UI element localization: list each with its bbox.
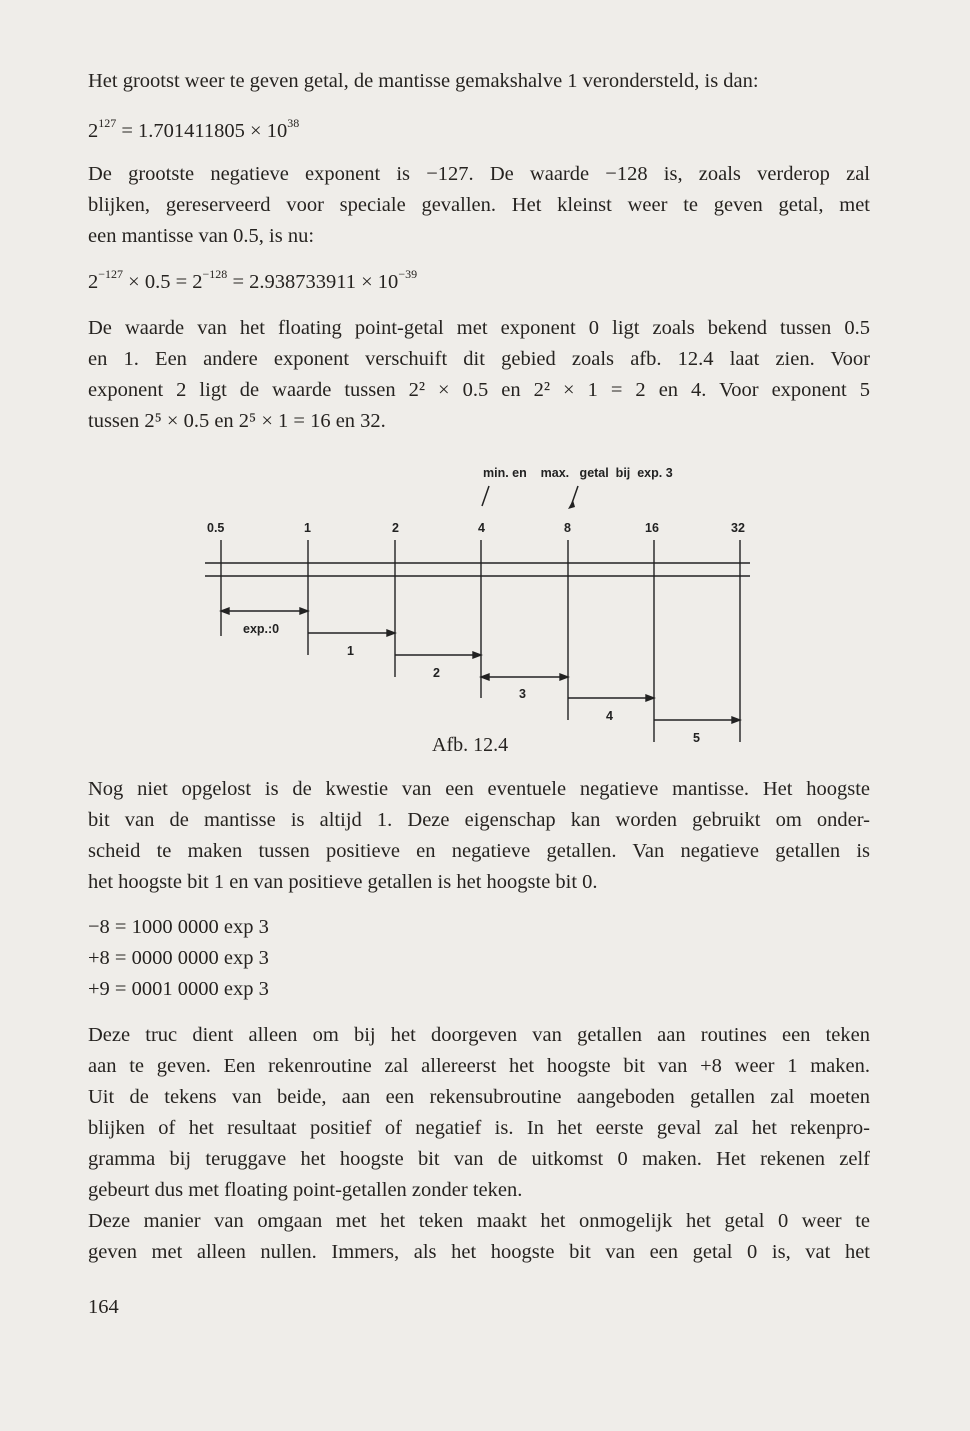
- text-line: en 1. Een andere exponent verschuift dit gebied zoals afb. 12.4 laat zien. Voor: [88, 348, 870, 370]
- pointer-arrow-icon: [568, 500, 575, 509]
- text-line: Uit de tekens van beide, aan een rekensubroutine aangeboden getallen zal moeten: [88, 1086, 870, 1108]
- tick-label: 0.5: [207, 521, 225, 535]
- text-line: het hoogste bit 1 en van positieve getallen is het hoogste bit 0.: [88, 871, 598, 893]
- tick-label: 2: [392, 521, 399, 535]
- range-label: 4: [606, 709, 613, 723]
- tick-label: 8: [564, 521, 571, 535]
- text-line: een mantisse van 0.5, is nu:: [88, 225, 315, 247]
- figure-caption: Afb. 12.4: [432, 734, 509, 756]
- range-label: 5: [693, 731, 700, 745]
- text-line: Deze truc dient alleen om bij het doorgeven van getallen aan routines een teken: [88, 1024, 870, 1046]
- example-plus-9: +9 = 0001 0000 exp 3: [88, 978, 269, 1000]
- text-line: Deze manier van omgaan met het teken maakt het onmogelijk het getal 0 weer te: [88, 1210, 870, 1232]
- equation-smallest-number: $2^{-127} \times 0.5 = 2^{-128} = 2.938733911 \times 10^{-39}$: [88, 267, 418, 293]
- tick-label: 1: [304, 521, 311, 535]
- text-line: Nog niet opgelost is de kwestie van een eventuele negatieve mantisse. Het hoogste: [88, 778, 870, 800]
- range-label: 3: [519, 687, 526, 701]
- text-line: blijken of het resultaat positief of negatief is. In het eerste geval zal het rekenpro-: [88, 1117, 870, 1139]
- example-plus-8: +8 = 0000 0000 exp 3: [88, 947, 269, 969]
- text-line: blijken, gereserveerd voor speciale gevallen. Het kleinst weer te geven getal, met: [88, 194, 870, 216]
- text-line: Het grootst weer te geven getal, de mantisse gemakshalve 1 verondersteld, is dan:: [88, 70, 759, 92]
- tick-label: 16: [645, 521, 659, 535]
- paragraph-2: [88, 159, 870, 252]
- figure-header: min. en max. getal bij exp. 3: [483, 466, 673, 480]
- text-line: De waarde van het floating point-getal met exponent 0 ligt zoals bekend tussen 0.5: [88, 317, 870, 339]
- paragraph-1: [88, 66, 870, 97]
- example-minus-8: −8 = 1000 0000 exp 3: [88, 916, 269, 938]
- tick-label: 32: [731, 521, 745, 535]
- range-label: 2: [433, 666, 440, 680]
- text-line: tussen 2⁵ × 0.5 en 2⁵ × 1 = 16 en 32.: [88, 410, 386, 432]
- text-line: gebeurt dus met floating point-getallen zonder teken.: [88, 1179, 523, 1201]
- range-label: 1: [347, 644, 354, 658]
- text-line: geven met alleen nullen. Immers, als het hoogste bit van een getal 0 is, vat het: [88, 1241, 870, 1263]
- paragraph-3: [88, 313, 870, 437]
- page-number: 164: [88, 1296, 119, 1318]
- paragraph-4: [88, 774, 870, 898]
- tick-label: 4: [478, 521, 485, 535]
- text-line: De grootste negatieve exponent is −127. De waarde −128 is, zoals verderop zal: [88, 163, 870, 185]
- paragraph-5: [88, 1020, 870, 1268]
- text-line: gramma bij teruggave het hoogste bit van de uitkomst 0 maken. Het rekenen zelf: [88, 1148, 870, 1170]
- pointer-min: [482, 486, 489, 506]
- text-line: aan te geven. Een rekenroutine zal allereerst het hoogste bit van +8 weer 1 maken.: [88, 1055, 870, 1077]
- figure-exponent-ranges: [190, 460, 770, 750]
- text-line: bit van de mantisse is altijd 1. Deze eigenschap kan worden gebruikt om onder-: [88, 809, 870, 831]
- text-line: scheid te maken tussen positieve en negatieve getallen. Van negatieve getallen is: [88, 840, 870, 862]
- text-line: exponent 2 ligt de waarde tussen 2² × 0.5 en 2² × 1 = 2 en 4. Voor exponent 5: [88, 379, 870, 401]
- range-label: exp.:0: [243, 622, 280, 636]
- equation-largest-number: $2^{127} = 1.701411805 \times 10^{38}$: [88, 116, 300, 142]
